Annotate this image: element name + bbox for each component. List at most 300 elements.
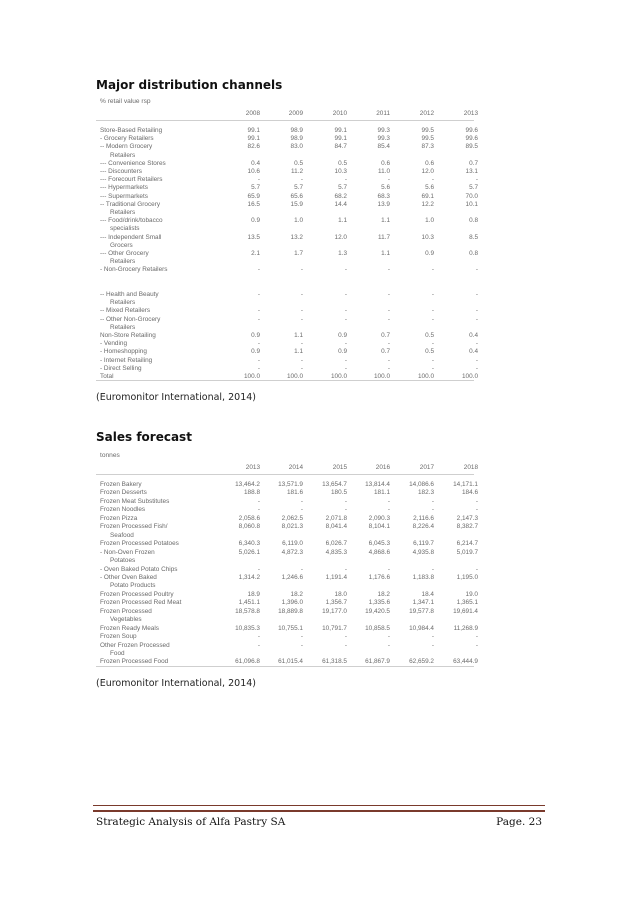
cell-value: 1,451.1 — [238, 599, 260, 607]
cell-value: 18.2 — [377, 590, 390, 598]
section2-title: Sales forecast — [96, 430, 192, 444]
cell-value: 0.9 — [251, 217, 260, 225]
row-label: -- Modern Grocery — [100, 143, 153, 151]
year-header: 2017 — [419, 464, 434, 471]
cell-value: - — [300, 497, 303, 505]
footer-page-number: Page. 23 — [496, 816, 542, 828]
cell-value: 98.9 — [290, 127, 303, 134]
cell-value: 99.1 — [247, 135, 260, 143]
table-row — [96, 373, 478, 381]
cell-value: - — [344, 176, 347, 184]
cell-value: 0.7 — [381, 348, 390, 356]
table-row — [96, 523, 478, 531]
cell-value: 13.1 — [465, 168, 478, 175]
cell-value: - — [387, 633, 390, 641]
cell-value: - — [344, 307, 347, 315]
year-header: 2009 — [288, 110, 303, 117]
cell-value: 15.9 — [290, 200, 303, 208]
cell-value: 99.1 — [247, 127, 260, 134]
cell-value: 16.5 — [247, 200, 260, 208]
table-row — [96, 633, 478, 641]
table-row — [96, 332, 478, 340]
cell-value: 180.5 — [331, 489, 347, 497]
cell-value: - — [257, 364, 260, 372]
cell-value: - — [475, 315, 478, 323]
table-row — [96, 573, 478, 582]
cell-value: 6,045.3 — [368, 540, 390, 548]
cell-value: - — [344, 315, 347, 323]
cell-value: 10.3 — [334, 168, 347, 175]
cell-value: - — [387, 307, 390, 315]
cell-value: 19.0 — [465, 590, 478, 598]
row-label: - Non-Grocery Retailers — [100, 266, 168, 274]
cell-value: - — [344, 266, 347, 274]
cell-value: 13,571.9 — [278, 481, 303, 488]
table-row — [96, 348, 478, 356]
cell-value: - — [344, 356, 347, 364]
cell-value: 85.4 — [377, 143, 390, 151]
cell-value: - — [387, 266, 390, 274]
cell-value: 19,691.4 — [453, 607, 478, 615]
cell-value: 4,835.3 — [325, 548, 347, 556]
row-label: --- Forecourt Retailers — [100, 176, 163, 184]
cell-value: 4,935.8 — [412, 548, 434, 556]
cell-value: - — [387, 340, 390, 348]
cell-value: 0.4 — [469, 332, 478, 339]
cell-value: 10.6 — [247, 168, 260, 175]
cell-value: - — [300, 315, 303, 323]
table-row — [96, 266, 478, 274]
cell-value: 2,058.6 — [238, 514, 260, 522]
row-label: Vegetables — [110, 616, 142, 624]
row-label: Total — [100, 373, 114, 380]
row-label: Grocers — [110, 241, 133, 249]
cell-value: - — [431, 340, 434, 348]
table-rule — [96, 474, 474, 475]
row-label: Frozen Meat Substitutes — [100, 497, 170, 505]
cell-value: 1.7 — [294, 250, 303, 257]
cell-value: 0.7 — [469, 159, 478, 167]
row-label: Frozen Bakery — [100, 481, 142, 488]
row-label: Frozen Ready Meals — [100, 624, 159, 632]
footer-title: Strategic Analysis of Alfa Pastry SA — [96, 816, 286, 828]
cell-value: 70.0 — [465, 192, 478, 200]
cell-value: 99.1 — [334, 135, 347, 143]
cell-value: 0.5 — [338, 159, 347, 167]
cell-value: 0.4 — [251, 159, 260, 167]
cell-value: - — [431, 364, 434, 372]
cell-value: 84.7 — [334, 143, 347, 151]
table-header-row — [96, 464, 478, 473]
table-row — [96, 291, 478, 299]
row-label: Retailers — [110, 258, 136, 266]
table-row — [96, 242, 474, 250]
cell-value: 10,835.3 — [235, 624, 260, 632]
cell-value: - — [344, 506, 347, 514]
cell-value: 10,791.7 — [322, 624, 347, 632]
row-label: --- Food/drink/tobacco — [100, 217, 163, 225]
cell-value: - — [387, 176, 390, 184]
table-row — [96, 548, 478, 557]
footer-rule — [93, 805, 545, 812]
cell-value: - — [300, 565, 303, 573]
cell-value: 1,195.0 — [456, 573, 478, 581]
cell-value: 1.1 — [294, 348, 303, 356]
cell-value: 14,086.6 — [409, 481, 434, 488]
row-label: - Internet Retailing — [100, 356, 153, 364]
table-row — [96, 481, 478, 489]
cell-value: 1.1 — [338, 217, 347, 225]
row-label: specialists — [110, 225, 140, 233]
table-row — [96, 127, 478, 135]
row-label: Retailers — [110, 209, 136, 216]
table-row — [96, 324, 474, 332]
cell-value: - — [257, 641, 260, 649]
cell-value: 1.0 — [425, 217, 434, 225]
cell-value: - — [300, 176, 303, 184]
row-label: --- Independent Small — [100, 233, 162, 241]
table-row — [96, 168, 478, 176]
cell-value: - — [431, 315, 434, 323]
cell-value: 12.2 — [421, 200, 434, 208]
table-row — [96, 200, 478, 209]
cell-value: 61,015.4 — [278, 658, 303, 666]
row-label: -- Mixed Retailers — [100, 307, 151, 315]
cell-value: 12.0 — [421, 168, 434, 175]
cell-value: 0.5 — [425, 348, 434, 356]
row-label: -- Other Non-Grocery — [100, 315, 161, 323]
cell-value: - — [475, 364, 478, 372]
cell-value: 1,347.1 — [412, 599, 434, 607]
cell-value: 62,659.2 — [409, 658, 434, 666]
cell-value: - — [431, 291, 434, 298]
cell-value: 11.2 — [291, 168, 303, 175]
table-row — [96, 641, 478, 650]
cell-value: 4,868.6 — [368, 548, 390, 556]
cell-value: 13,814.4 — [365, 481, 390, 488]
cell-value: 0.8 — [469, 217, 478, 225]
table-row — [96, 143, 478, 151]
cell-value: - — [300, 506, 303, 514]
cell-value: 65.9 — [247, 192, 260, 200]
cell-value: 68.3 — [377, 192, 390, 200]
cell-value: - — [387, 291, 390, 298]
cell-value: 18.2 — [290, 590, 303, 598]
cell-value: 10.1 — [465, 200, 478, 208]
cell-value: 18,889.8 — [278, 607, 303, 615]
cell-value: - — [475, 506, 478, 514]
cell-value: 99.1 — [334, 127, 347, 134]
cell-value: 1.1 — [294, 332, 303, 339]
cell-value: 8,021.3 — [281, 523, 303, 531]
cell-value: 63,444.9 — [453, 658, 478, 666]
cell-value: 99.5 — [421, 127, 434, 134]
cell-value: 1,335.6 — [368, 599, 390, 607]
cell-value: 82.6 — [247, 143, 260, 151]
row-label: Frozen Processed Poultry — [100, 590, 174, 598]
cell-value: 68.2 — [334, 192, 347, 200]
table-row — [96, 275, 474, 283]
cell-value: - — [257, 315, 260, 323]
cell-value: - — [475, 340, 478, 348]
row-label: Frozen Processed Food — [100, 658, 169, 666]
year-header: 2018 — [463, 464, 478, 471]
table-row — [96, 299, 474, 307]
cell-value: - — [344, 291, 347, 298]
table-row — [96, 209, 474, 217]
cell-value: 181.1 — [374, 489, 390, 497]
table-row — [96, 356, 478, 365]
cell-value: 0.6 — [425, 159, 434, 167]
cell-value: 1,396.0 — [281, 599, 303, 607]
cell-value: - — [257, 291, 260, 298]
year-header: 2008 — [245, 110, 260, 117]
table-row — [96, 650, 474, 658]
cell-value: 100.0 — [244, 373, 260, 380]
cell-value: 99.3 — [377, 135, 390, 143]
cell-value: 10,858.5 — [365, 624, 390, 632]
cell-value: 10,755.1 — [278, 624, 303, 632]
table-unit: % retail value rsp — [100, 98, 151, 105]
cell-value: 19,177.0 — [322, 607, 347, 615]
table-row — [96, 283, 474, 291]
table-row — [96, 192, 478, 201]
cell-value: 0.7 — [381, 332, 390, 339]
table-row — [96, 250, 478, 258]
cell-value: - — [431, 641, 434, 649]
cell-value: 99.3 — [377, 127, 390, 134]
row-label: Frozen Processed Red Meat — [100, 599, 182, 607]
cell-value: 12.0 — [334, 233, 347, 241]
cell-value: - — [257, 340, 260, 348]
cell-value: 100.0 — [374, 373, 390, 380]
cell-value: 83.0 — [290, 143, 303, 151]
year-header: 2013 — [245, 464, 260, 471]
cell-value: 0.9 — [338, 332, 347, 339]
cell-value: - — [344, 497, 347, 505]
cell-value: - — [344, 565, 347, 573]
table-row — [96, 233, 478, 242]
cell-value: - — [475, 176, 478, 184]
row-label: Frozen Processed Fish/ — [100, 523, 168, 531]
table-row — [96, 152, 474, 160]
cell-value: 69.1 — [421, 192, 434, 200]
cell-value: - — [257, 356, 260, 364]
cell-value: - — [475, 565, 478, 573]
cell-value: 1.0 — [294, 217, 303, 225]
cell-value: 1,314.2 — [238, 573, 260, 581]
table-row — [96, 364, 478, 373]
row-label: Frozen Pizza — [100, 514, 138, 522]
cell-value: 18.4 — [421, 590, 434, 598]
cell-value: 98.9 — [290, 135, 303, 143]
cell-value: 2,062.5 — [281, 514, 303, 522]
row-label: Frozen Desserts — [100, 489, 147, 497]
table-row — [96, 489, 478, 497]
table-row — [96, 590, 478, 599]
cell-value: - — [387, 506, 390, 514]
row-label: - Direct Selling — [100, 364, 142, 372]
row-label: Retailers — [110, 299, 136, 307]
cell-value: 18,578.8 — [235, 607, 260, 615]
cell-value: 181.6 — [287, 489, 303, 497]
row-label: Frozen Processed Potatoes — [100, 540, 179, 548]
row-label: - Non-Oven Frozen — [100, 548, 155, 556]
cell-value: 100.0 — [462, 373, 478, 380]
table-row — [96, 557, 474, 565]
cell-value: 11.0 — [378, 168, 390, 175]
row-label: --- Convenience Stores — [100, 159, 166, 167]
cell-value: 14.4 — [334, 200, 347, 208]
cell-value: 0.9 — [425, 250, 434, 257]
cell-value: - — [300, 266, 303, 274]
cell-value: - — [344, 633, 347, 641]
table-row — [96, 607, 478, 616]
cell-value: - — [300, 364, 303, 372]
row-label: - Oven Baked Potato Chips — [100, 565, 178, 573]
cell-value: 5,019.7 — [456, 548, 478, 556]
table-row — [96, 565, 478, 574]
cell-value: 5,026.1 — [238, 548, 260, 556]
year-header: 2013 — [463, 110, 478, 117]
cell-value: 0.8 — [469, 250, 478, 257]
cell-value: - — [475, 497, 478, 505]
cell-value: - — [431, 633, 434, 641]
cell-value: 13,654.7 — [322, 481, 347, 488]
cell-value: 13,464.2 — [235, 481, 260, 488]
table-row — [96, 159, 478, 168]
cell-value: - — [257, 565, 260, 573]
section1-title: Major distribution channels — [96, 78, 283, 92]
cell-value: - — [431, 565, 434, 573]
cell-value: 8,041.4 — [325, 523, 347, 531]
cell-value: - — [431, 307, 434, 315]
cell-value: 8,226.4 — [412, 523, 434, 531]
table-row — [96, 599, 478, 607]
section2-source: (Euromonitor International, 2014) — [96, 678, 256, 689]
cell-value: 0.4 — [469, 348, 478, 356]
row-label: --- Hypermarkets — [100, 184, 148, 192]
cell-value: 8,104.1 — [368, 523, 390, 531]
table-row — [96, 532, 474, 540]
table-row — [96, 514, 478, 523]
cell-value: - — [431, 356, 434, 364]
cell-value: 61,096.8 — [235, 658, 260, 666]
row-label: --- Other Grocery — [100, 250, 149, 257]
cell-value: 0.5 — [425, 332, 434, 339]
row-label: - Grocery Retailers — [100, 135, 154, 143]
cell-value: 11.7 — [378, 233, 390, 241]
cell-value: 2,071.8 — [325, 514, 347, 522]
table-header-row — [96, 110, 478, 119]
table-row — [96, 497, 478, 506]
cell-value: 99.6 — [465, 127, 478, 134]
cell-value: 5.7 — [294, 184, 303, 192]
cell-value: - — [475, 291, 478, 298]
cell-value: 99.6 — [465, 135, 478, 143]
table-row — [96, 540, 478, 548]
cell-value: - — [387, 565, 390, 573]
row-label: -- Health and Beauty — [100, 291, 159, 298]
cell-value: - — [387, 641, 390, 649]
year-header: 2012 — [419, 110, 434, 117]
cell-value: 2,090.3 — [368, 514, 390, 522]
cell-value: - — [344, 364, 347, 372]
cell-value: 6,340.3 — [238, 540, 260, 548]
year-header: 2011 — [376, 110, 390, 117]
cell-value: 8,060.8 — [238, 523, 260, 531]
cell-value: 6,119.0 — [282, 540, 303, 548]
cell-value: 0.5 — [294, 159, 303, 167]
cell-value: 5.7 — [338, 184, 347, 192]
cell-value: 5.7 — [251, 184, 260, 192]
cell-value: 0.9 — [251, 348, 260, 356]
table-row — [96, 135, 478, 143]
cell-value: 89.5 — [465, 143, 478, 151]
row-label: -- Traditional Grocery — [100, 200, 161, 208]
row-label: Potato Products — [110, 582, 156, 590]
cell-value: 61,867.9 — [365, 658, 390, 666]
cell-value: 18.9 — [247, 590, 260, 598]
cell-value: - — [475, 307, 478, 315]
cell-value: - — [431, 506, 434, 514]
cell-value: - — [344, 641, 347, 649]
cell-value: 0.9 — [251, 332, 260, 339]
cell-value: 4,872.3 — [281, 548, 303, 556]
row-label: Frozen Noodles — [100, 506, 146, 514]
row-label: Retailers — [110, 151, 136, 159]
cell-value: 8.5 — [469, 233, 478, 241]
cell-value: - — [257, 266, 260, 274]
table-row — [96, 624, 478, 633]
cell-value: - — [300, 633, 303, 641]
cell-value: 1,176.6 — [368, 573, 390, 581]
row-label: --- Supermarkets — [100, 192, 148, 200]
cell-value: - — [300, 356, 303, 364]
cell-value: 6,026.7 — [325, 540, 347, 548]
cell-value: - — [431, 497, 434, 505]
cell-value: - — [300, 641, 303, 649]
cell-value: 6,214.7 — [456, 540, 478, 548]
cell-value: 188.8 — [244, 489, 260, 497]
row-label: --- Discounters — [100, 168, 142, 175]
table-row — [96, 506, 478, 514]
table-row — [96, 217, 478, 225]
cell-value: 10.3 — [421, 233, 434, 241]
cell-value: - — [257, 633, 260, 641]
cell-value: - — [257, 506, 260, 514]
row-label: Food — [110, 650, 125, 657]
cell-value: - — [387, 315, 390, 323]
sales-forecast-table — [96, 452, 478, 674]
cell-value: 1,191.4 — [325, 573, 347, 581]
cell-value: 1.3 — [338, 250, 347, 257]
cell-value: - — [475, 356, 478, 364]
distribution-channels-table — [96, 98, 478, 388]
cell-value: 1,365.1 — [456, 599, 478, 607]
table-row — [96, 658, 478, 666]
table-row — [96, 258, 474, 266]
cell-value: 2.1 — [251, 250, 260, 257]
row-label: - Other Oven Baked — [100, 573, 157, 581]
cell-value: 2,116.6 — [413, 514, 434, 522]
cell-value: 1,183.8 — [412, 573, 434, 581]
cell-value: 14,171.1 — [453, 481, 478, 488]
cell-value: 0.6 — [381, 159, 390, 167]
cell-value: 100.0 — [287, 373, 303, 380]
cell-value: 2,147.3 — [456, 514, 478, 522]
cell-value: 182.3 — [418, 489, 434, 497]
